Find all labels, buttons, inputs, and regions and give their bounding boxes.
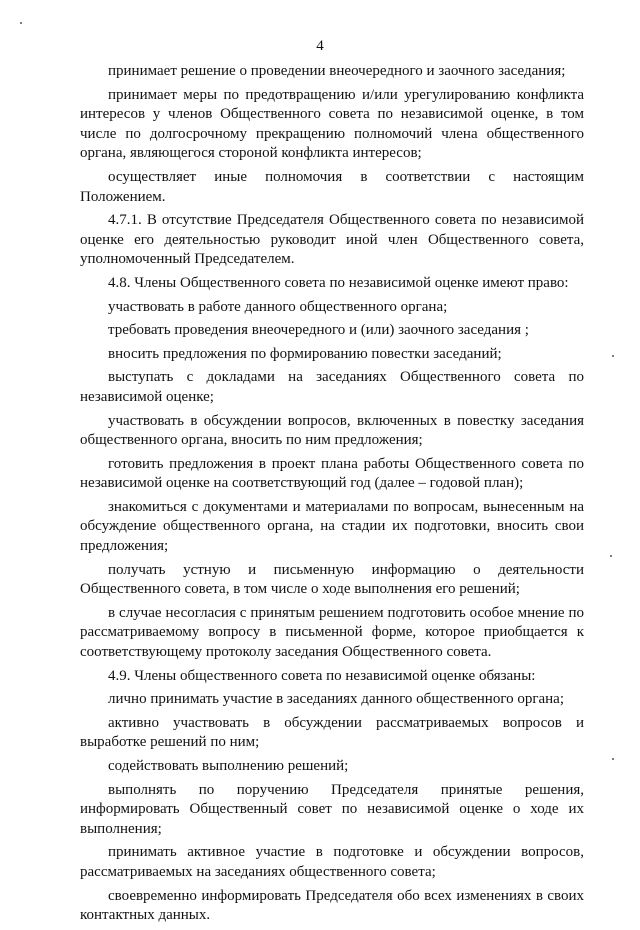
paragraph: своевременно информировать Председателя обо всех изменениях в своих контактных данных. (80, 887, 584, 924)
scan-speck (612, 355, 614, 357)
paragraph: принимает решение о проведении внеочередного и заочного заседания; (108, 63, 566, 79)
scan-speck (612, 758, 614, 760)
paragraph: вносить предложения по формированию повестки заседаний; (108, 345, 502, 362)
paragraph: выполнять по поручению Председателя принятые решения, информировать Общественный совет по независимой оценке о ходе их выполнения; (80, 781, 584, 837)
paragraph: 4.9. Члены общественного совета по независимой оценке обязаны: (108, 667, 536, 684)
paragraph: принимать активное участие в подготовке и обсуждении вопросов, рассматриваемых на заседаниях общественного совета; (80, 844, 584, 880)
paragraph: принимает меры по предотвращению и/или урегулированию конфликта интересов у членов Общественного совета по независимой оценке, в том числе по долгосрочному прекращению полномочий члена общественного органа, являющегося стороной конфликта интересов; (80, 86, 584, 162)
document-body (80, 62, 584, 930)
paragraph: получать устную и письменную информацию о деятельности Общественного совета, в том числе о ходе выполнения его решений; (80, 561, 584, 598)
paragraph: активно участвовать в обсуждении рассматриваемых вопросов и выработке решений по ним; (80, 714, 584, 751)
paragraph: содействовать выполнению решений; (108, 758, 349, 774)
paragraph: требовать проведения внеочередного и (или) заочного заседания ; (108, 322, 529, 339)
paragraph: участвовать в обсуждении вопросов, включенных в повестку заседания общественного органа, вносить по ним предложения; (80, 412, 584, 449)
paragraph: выступать с докладами на заседаниях Общественного совета по независимой оценке; (80, 369, 584, 405)
paragraph: лично принимать участие в заседаниях данного общественного органа; (108, 691, 565, 708)
paragraph: в случае несогласия с принятым решением подготовить особое мнение по рассматриваемому вопросу в письменной форме, которое приобщается к соответствующему протоколу заседания Общественного совета. (80, 604, 584, 661)
paragraph: знакомиться с документами и материалами по вопросам, вынесенным на обсуждение общественного органа, на стадии их подготовки, вносить свои предложения; (80, 498, 584, 555)
paragraph: осуществляет иные полномочия в соответствии с настоящим Положением. (80, 168, 584, 205)
paragraph: 4.8. Члены Общественного совета по независимой оценке имеют право: (108, 274, 569, 291)
scan-speck (20, 22, 22, 24)
scan-speck (610, 555, 612, 557)
paragraph: готовить предложения в проект плана работы Общественного совета по независимой оценке на соответствующий год (далее – годовой план); (80, 455, 584, 492)
paragraph: участвовать в работе данного общественного органа; (108, 298, 448, 315)
page-number: 4 (316, 38, 324, 54)
paragraph: 4.7.1. В отсутствие Председателя Общественного совета по независимой оценке его деятельностью руководит иной член Общественного совета, уполномоченный Председателем. (80, 212, 584, 268)
